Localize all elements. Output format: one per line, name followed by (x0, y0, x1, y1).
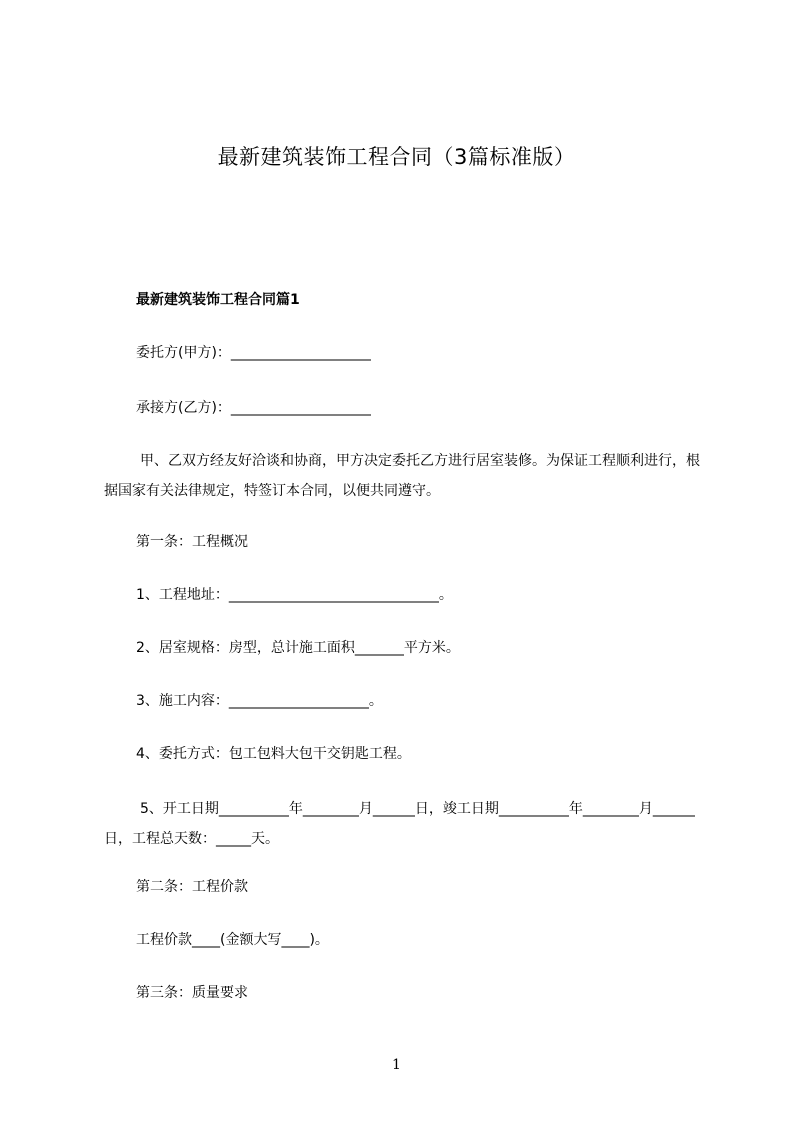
party-b-line: 承接方(乙方)：____________________ (136, 400, 371, 416)
clause-4-commission-method: 4、委托方式：包工包料大包干交钥匙工程。 (136, 746, 411, 762)
article-1-title: 第一条：工程概况 (136, 534, 248, 550)
document-title: 最新建筑装饰工程合同（3篇标准版） (217, 145, 576, 169)
clause-1-address: 1、工程地址：______________________________。 (136, 587, 453, 603)
clause-3-work-content: 3、施工内容：____________________。 (136, 693, 383, 709)
article-2-title: 第二条：工程价款 (136, 879, 248, 895)
party-a-line: 委托方(甲方)：____________________ (136, 345, 371, 361)
intro-paragraph: 甲、乙双方经友好洽谈和协商，甲方决定委托乙方进行居室装修。为保证工程顺利进行，根据国家有关法律规定，特签订本合同，以便共同遵守。 (104, 453, 700, 499)
clause-5-schedule: 5、开工日期__________年________月______日，竣工日期__________年________月______日，工程总天数：_____天。 (104, 801, 695, 847)
price-line: 工程价款____(金额大写____)。 (136, 932, 329, 948)
page-number: 1 (392, 1057, 401, 1073)
article-3-title: 第三条：质量要求 (136, 985, 248, 1001)
section-heading: 最新建筑装饰工程合同篇1 (136, 292, 300, 308)
clause-2-room-spec: 2、居室规格：房型，总计施工面积_______平方米。 (136, 640, 460, 656)
